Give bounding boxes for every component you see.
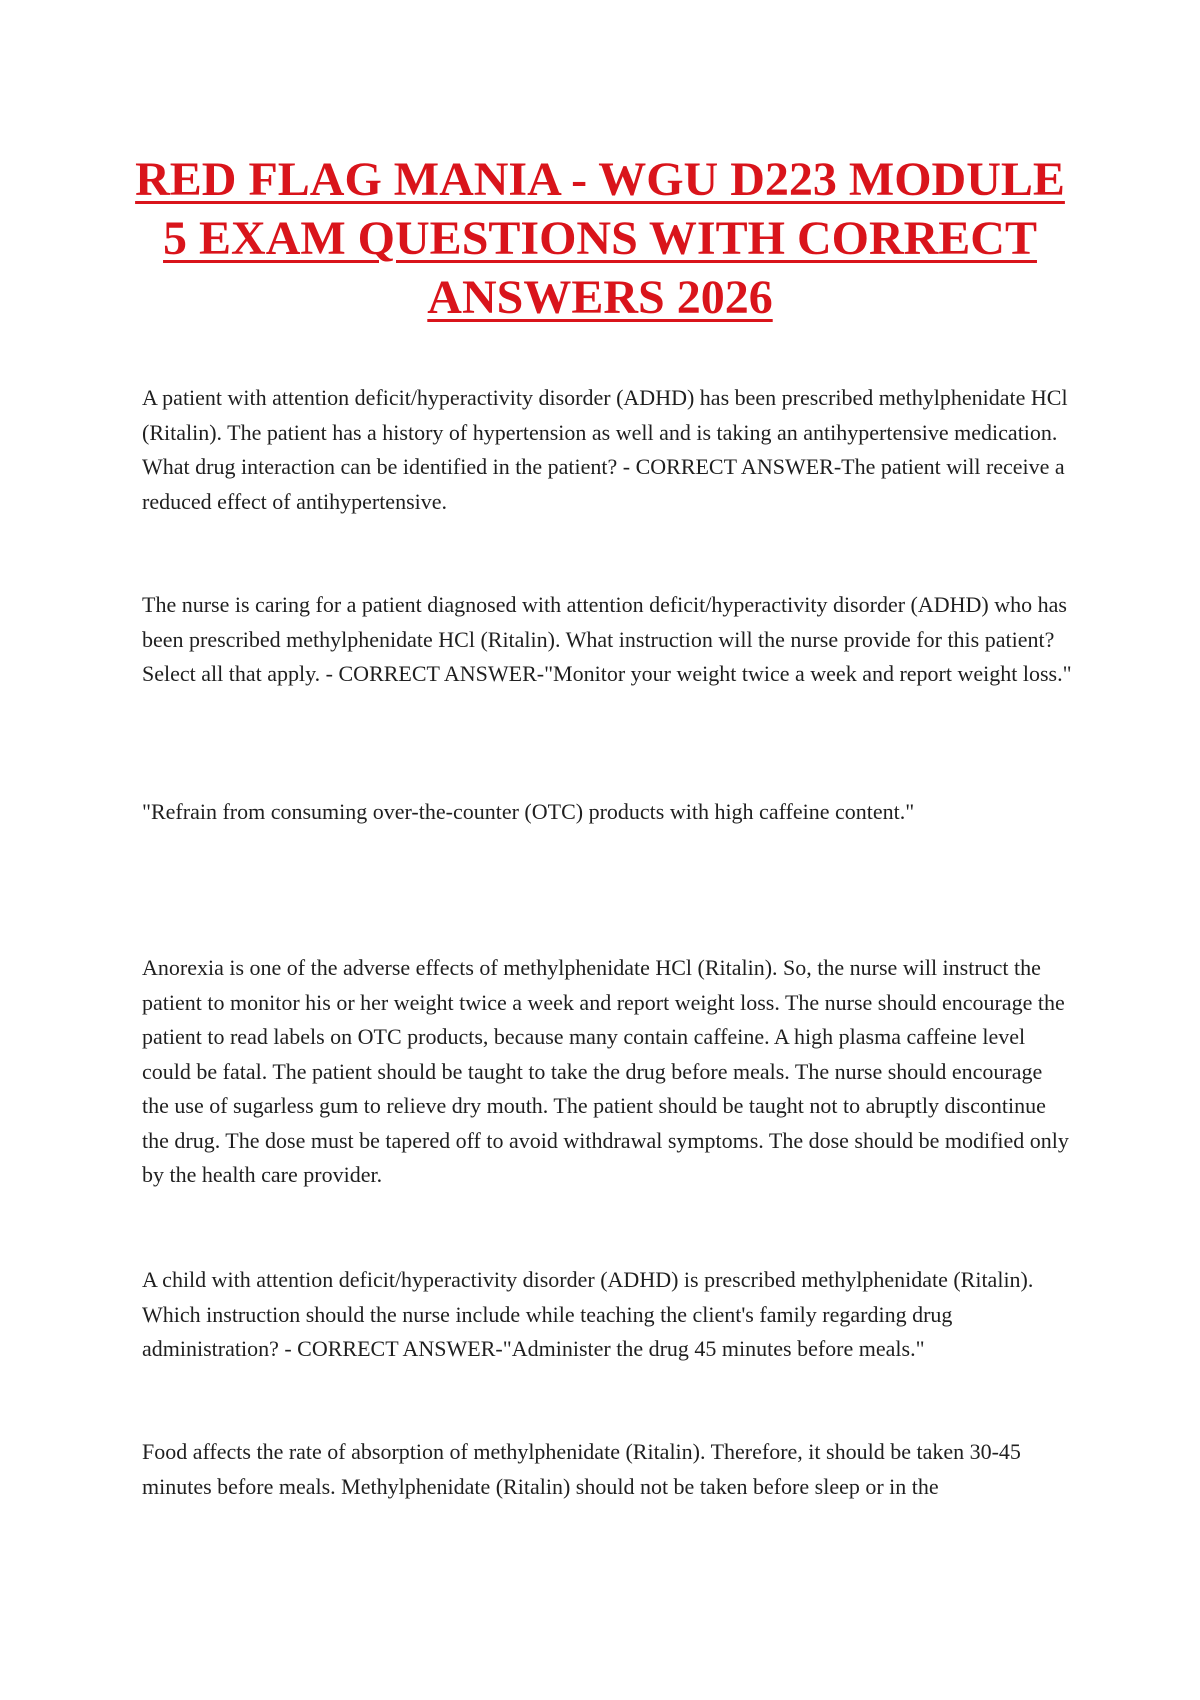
rationale-paragraph-4: Anorexia is one of the adverse effects of methylphenidate HCl (Ritalin). So, the nurse will instruct the patient to monitor his or her weight twice a week and report weight loss. The nurse should encourage the patient to read labels on OTC products, because many contain caffeine. A high plasma caffeine level could be fatal. The patient should be taught to take the drug before meals. The nurse should encourage the use of sugarless gum to relieve dry mouth. The patient should be taught not to abruptly discontinue the drug. The dose must be tapered off to avoid withdrawal symptoms. The dose should be modified only by the health care provider. [142,955,1069,1187]
rationale-paragraph-6: Food affects the rate of absorption of methylphenidate (Ritalin). Therefore, it should be taken 30-45 minutes before meals. Methylphenidate (Ritalin) should not be taken before sleep or in the [142,1439,1021,1499]
answer-paragraph-3: "Refrain from consuming over-the-counter (OTC) products with high caffeine content." [142,799,915,824]
document-title-text: RED FLAG MANIA - WGU D223 MODULE 5 EXAM QUESTIONS WITH CORRECT ANSWERS 2026 [135,153,1065,324]
document-title [120,150,1080,327]
question-paragraph-5: A child with attention deficit/hyperactivity disorder (ADHD) is prescribed methylphenidate (Ritalin). Which instruction should the nurse include while teaching the client's family regarding drug administration? - CORRECT ANSWER-"Administer the drug 45 minutes before meals." [142,1267,1034,1361]
question-paragraph-1: A patient with attention deficit/hyperactivity disorder (ADHD) has been prescribed methylphenidate HCl (Ritalin). The patient has a history of hypertension as well and is taking an antihypertensive medication. What drug interaction can be identified in the patient? - CORRECT ANSWER-The patient will receive a reduced effect of antihypertensive. [142,385,1068,514]
question-paragraph-2: The nurse is caring for a patient diagnosed with attention deficit/hyperactivity disorder (ADHD) who has been prescribed methylphenidate HCl (Ritalin). What instruction will the nurse provide for this patient? Select all that apply. - CORRECT ANSWER-"Monitor your weight twice a week and report weight loss." [142,592,1072,686]
